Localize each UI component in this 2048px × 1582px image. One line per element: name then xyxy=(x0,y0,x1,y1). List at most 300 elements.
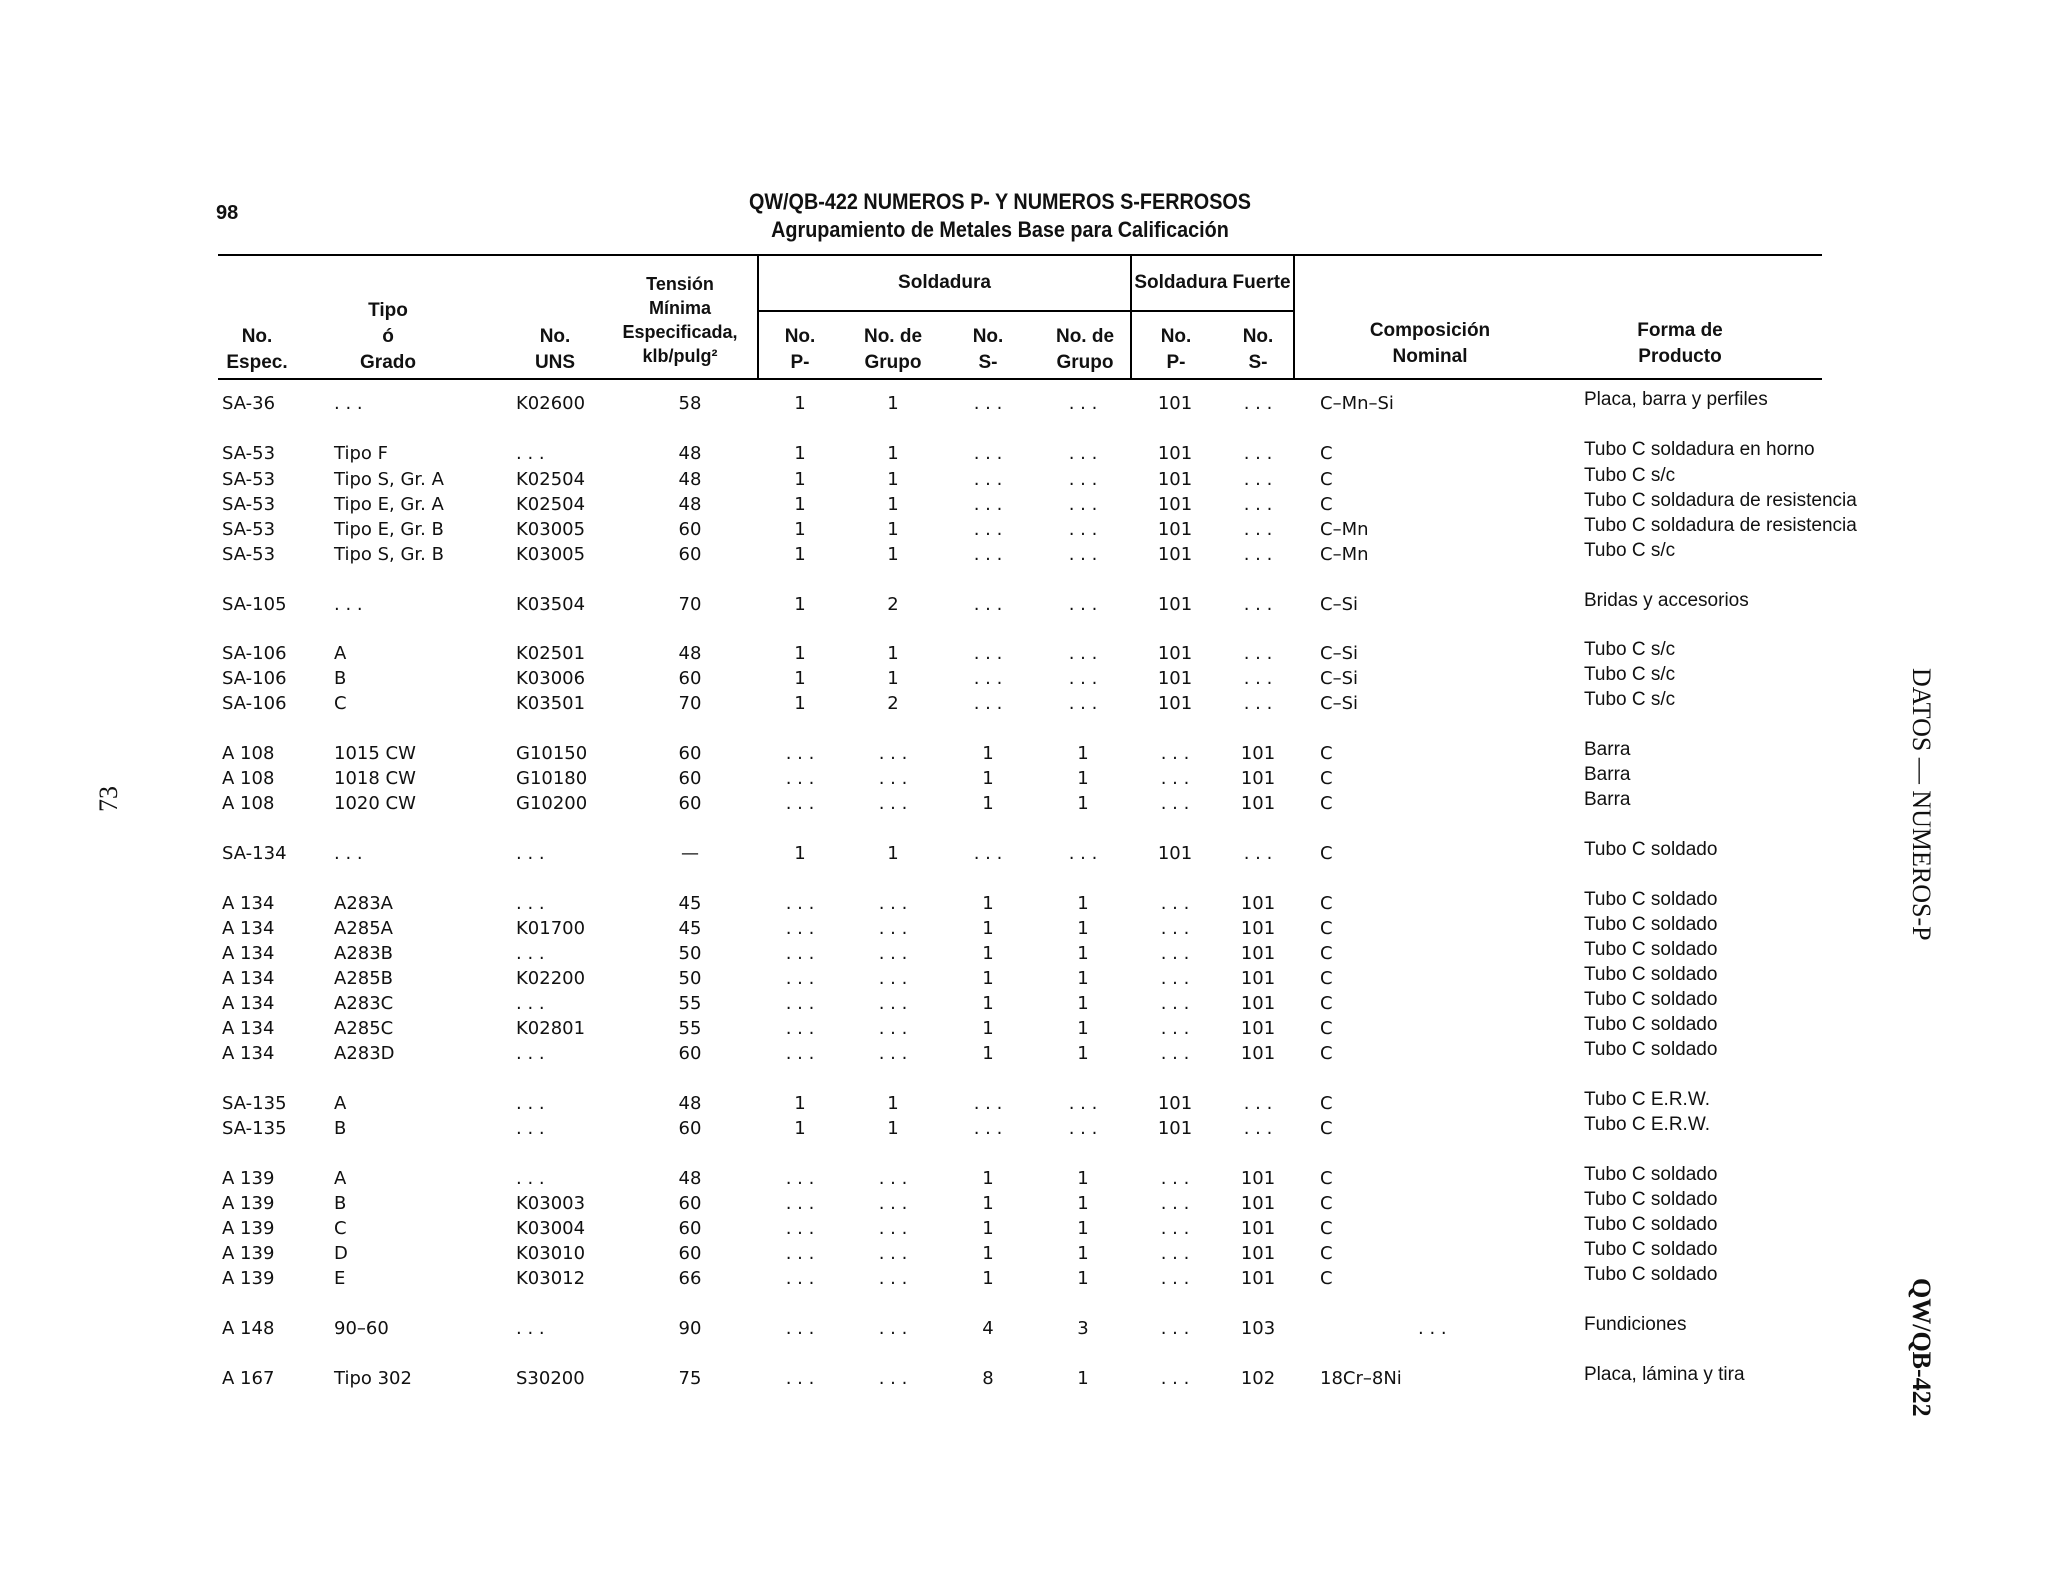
cell-tipo: B xyxy=(334,1193,347,1214)
cell-no-s: . . . xyxy=(973,693,1003,714)
cell-no-grupo: 1 xyxy=(887,843,899,864)
cell-no-grupo: 1 xyxy=(887,393,899,414)
cell-tipo: 1018 CW xyxy=(334,768,416,789)
cell-no-s: . . . xyxy=(973,469,1003,490)
cell-no-s: . . . xyxy=(973,843,1003,864)
cell-spec: SA-105 xyxy=(222,594,287,615)
cell-spec: A 139 xyxy=(222,1218,275,1239)
cell-bf-no-s: 101 xyxy=(1240,893,1276,914)
cell-forma: Placa, lámina y tira xyxy=(1584,1364,1745,1385)
cell-forma: Tubo C soldado xyxy=(1584,939,1718,960)
cell-tipo: A283A xyxy=(334,893,393,914)
header-tension-line3: Especificada, xyxy=(622,322,738,342)
cell-tipo: A283C xyxy=(334,993,394,1014)
header-spec-line1: No. xyxy=(241,326,273,347)
cell-no-p: . . . xyxy=(785,893,815,914)
header-no-s-line2: S- xyxy=(978,352,998,373)
cell-tension: 70 xyxy=(678,693,702,714)
cell-bf-no-p: 101 xyxy=(1157,843,1193,864)
cell-tension: 60 xyxy=(678,1043,702,1064)
cell-composicion: C xyxy=(1320,1043,1333,1064)
cell-tension: 60 xyxy=(678,519,702,540)
cell-bf-no-s: 101 xyxy=(1240,768,1276,789)
cell-no-s: 1 xyxy=(982,1018,994,1039)
cell-spec: SA-135 xyxy=(222,1118,287,1139)
cell-tipo: A283D xyxy=(334,1043,395,1064)
cell-no-p: . . . xyxy=(785,993,815,1014)
top-rule xyxy=(218,254,1822,256)
cell-no-grupo: 1 xyxy=(887,469,899,490)
cell-bf-no-p: . . . xyxy=(1160,768,1190,789)
cell-tension: 60 xyxy=(678,1218,702,1239)
header-uns xyxy=(510,324,600,376)
cell-no-grupo-2: . . . xyxy=(1068,843,1098,864)
cell-no-p: 1 xyxy=(794,843,806,864)
cell-spec: SA-106 xyxy=(222,643,287,664)
cell-no-s: 1 xyxy=(982,1168,994,1189)
header-bf-no-p-line2: P- xyxy=(1166,352,1186,373)
cell-no-p: . . . xyxy=(785,918,815,939)
cell-no-p: . . . xyxy=(785,1193,815,1214)
cell-forma: Tubo C s/c xyxy=(1584,540,1676,561)
cell-no-grupo: . . . xyxy=(878,1368,908,1389)
cell-tipo: A283B xyxy=(334,943,394,964)
cell-uns: . . . xyxy=(516,1118,545,1139)
cell-bf-no-p: 101 xyxy=(1157,668,1193,689)
cell-no-s: 1 xyxy=(982,1043,994,1064)
cell-bf-no-p: . . . xyxy=(1160,968,1190,989)
cell-spec: A 108 xyxy=(222,793,275,814)
cell-bf-no-p: 101 xyxy=(1157,1118,1193,1139)
cell-uns: K03004 xyxy=(516,1218,586,1239)
cell-bf-no-s: 101 xyxy=(1240,918,1276,939)
cell-bf-no-p: . . . xyxy=(1160,1043,1190,1064)
cell-no-grupo-2: . . . xyxy=(1068,469,1098,490)
cell-composicion: C xyxy=(1320,743,1333,764)
cell-composicion: C xyxy=(1320,1218,1333,1239)
cell-spec: SA-53 xyxy=(222,469,276,490)
cell-forma: Tubo C soldado xyxy=(1584,889,1718,910)
cell-no-p: . . . xyxy=(785,1043,815,1064)
cell-no-p: . . . xyxy=(785,1318,815,1339)
cell-tipo: Tipo F xyxy=(334,443,388,464)
table-title-block xyxy=(640,188,1360,244)
header-bf-no-s-line2: S- xyxy=(1248,352,1268,373)
header-no-s xyxy=(958,324,1018,376)
cell-composicion: C–Mn xyxy=(1320,519,1369,540)
cell-tension: 60 xyxy=(678,1118,702,1139)
page-subtitle: Agrupamiento de Metales Base para Calificación xyxy=(771,217,1229,242)
cell-composicion: C xyxy=(1320,1243,1333,1264)
header-tipo-line3: Grado xyxy=(360,352,416,373)
cell-bf-no-s: 101 xyxy=(1240,793,1276,814)
cell-tipo: . . . xyxy=(334,594,363,615)
cell-forma: Barra xyxy=(1584,789,1631,810)
cell-uns: K02504 xyxy=(516,494,586,515)
cell-no-grupo-2: . . . xyxy=(1068,443,1098,464)
cell-tipo: 1020 CW xyxy=(334,793,416,814)
cell-forma: Tubo C soldadura de resistencia xyxy=(1584,515,1857,536)
cell-no-grupo-2: 1 xyxy=(1077,743,1089,764)
cell-no-s: 1 xyxy=(982,768,994,789)
cell-no-grupo: 2 xyxy=(887,693,899,714)
cell-forma: Bridas y accesorios xyxy=(1584,590,1749,611)
cell-spec: A 139 xyxy=(222,1168,275,1189)
cell-no-grupo-2: 1 xyxy=(1077,1218,1089,1239)
cell-bf-no-s: . . . xyxy=(1243,469,1273,490)
page-title: QW/QB-422 NUMEROS P- Y NUMEROS S-FERROSOS xyxy=(748,189,1252,214)
cell-tension: 60 xyxy=(678,743,702,764)
cell-tipo: D xyxy=(334,1243,348,1264)
cell-bf-no-p: . . . xyxy=(1160,1018,1190,1039)
cell-bf-no-s: 102 xyxy=(1240,1368,1276,1389)
cell-composicion: C–Si xyxy=(1320,693,1358,714)
cell-bf-no-s: 101 xyxy=(1240,1018,1276,1039)
cell-no-s: . . . xyxy=(973,494,1003,515)
cell-bf-no-p: 101 xyxy=(1157,544,1193,565)
cell-composicion: C xyxy=(1320,1168,1333,1189)
cell-bf-no-s: . . . xyxy=(1243,693,1273,714)
cell-spec: SA-53 xyxy=(222,494,276,515)
cell-no-grupo-2: 1 xyxy=(1077,1018,1089,1039)
cell-no-s: . . . xyxy=(973,668,1003,689)
cell-bf-no-s: . . . xyxy=(1243,843,1273,864)
cell-no-grupo: . . . xyxy=(878,1018,908,1039)
cell-composicion: 18Cr–8Ni xyxy=(1320,1368,1402,1389)
cell-spec: A 148 xyxy=(222,1318,275,1339)
cell-bf-no-s: 103 xyxy=(1240,1318,1276,1339)
cell-uns: K03003 xyxy=(516,1193,586,1214)
cell-no-grupo-2: . . . xyxy=(1068,393,1098,414)
cell-no-grupo: . . . xyxy=(878,968,908,989)
cell-uns: K02600 xyxy=(516,393,586,414)
cell-spec: SA-135 xyxy=(222,1093,287,1114)
cell-tipo: 90–60 xyxy=(334,1318,389,1339)
cell-no-grupo: 1 xyxy=(887,1093,899,1114)
cell-no-grupo: . . . xyxy=(878,1318,908,1339)
cell-spec: A 139 xyxy=(222,1243,275,1264)
cell-no-s: 1 xyxy=(982,993,994,1014)
cell-no-grupo: . . . xyxy=(878,768,908,789)
header-bottom-rule xyxy=(218,378,1822,380)
cell-no-grupo-2: 1 xyxy=(1077,768,1089,789)
cell-bf-no-s: 101 xyxy=(1240,1043,1276,1064)
cell-composicion: C xyxy=(1320,893,1333,914)
cell-bf-no-s: . . . xyxy=(1243,1093,1273,1114)
cell-uns: K01700 xyxy=(516,918,586,939)
cell-bf-no-p: 101 xyxy=(1157,693,1193,714)
fuerte-right-border xyxy=(1293,256,1295,378)
cell-no-grupo: 1 xyxy=(887,544,899,565)
cell-bf-no-s: 101 xyxy=(1240,968,1276,989)
cell-uns: S30200 xyxy=(516,1368,585,1389)
cell-tipo: A285B xyxy=(334,968,394,989)
cell-spec: A 134 xyxy=(222,918,275,939)
cell-forma: Tubo C soldado xyxy=(1584,1264,1718,1285)
cell-no-p: . . . xyxy=(785,1218,815,1239)
cell-spec: A 134 xyxy=(222,1018,275,1039)
cell-no-p: 1 xyxy=(794,1118,806,1139)
side-label-section: QW/QB-422 xyxy=(1907,1278,1936,1417)
cell-tension: 50 xyxy=(678,943,702,964)
cell-uns: G10200 xyxy=(516,793,588,814)
header-bf-no-p-line1: No. xyxy=(1160,326,1192,347)
cell-no-s: 8 xyxy=(982,1368,994,1389)
cell-forma: Tubo C soldadura en horno xyxy=(1584,439,1815,460)
cell-forma: Barra xyxy=(1584,764,1631,785)
cell-uns: . . . xyxy=(516,1168,545,1189)
cell-no-grupo: 1 xyxy=(887,443,899,464)
header-forma-line2: Producto xyxy=(1638,346,1722,367)
cell-bf-no-p: . . . xyxy=(1160,943,1190,964)
cell-forma: Tubo C soldado xyxy=(1584,1039,1718,1060)
cell-bf-no-s: 101 xyxy=(1240,1268,1276,1289)
cell-bf-no-s: . . . xyxy=(1243,594,1273,615)
cell-no-grupo: . . . xyxy=(878,893,908,914)
cell-bf-no-p: . . . xyxy=(1160,1368,1190,1389)
cell-spec: A 134 xyxy=(222,1043,275,1064)
cell-forma: Tubo C soldado xyxy=(1584,1189,1718,1210)
cell-tension: 48 xyxy=(678,494,702,515)
cell-no-grupo-2: 1 xyxy=(1077,1168,1089,1189)
cell-tipo: B xyxy=(334,668,347,689)
cell-tension: 48 xyxy=(678,443,702,464)
cell-no-grupo-2: 1 xyxy=(1077,1243,1089,1264)
cell-spec: A 139 xyxy=(222,1193,275,1214)
header-composicion-line2: Nominal xyxy=(1392,346,1468,367)
header-no-p-line1: No. xyxy=(784,326,816,347)
cell-no-s: 1 xyxy=(982,968,994,989)
cell-tension: 50 xyxy=(678,968,702,989)
cell-no-grupo-2: 1 xyxy=(1077,918,1089,939)
cell-no-grupo: 2 xyxy=(887,594,899,615)
cell-bf-no-s: 101 xyxy=(1240,1168,1276,1189)
cell-no-s: . . . xyxy=(973,594,1003,615)
cell-spec: SA-53 xyxy=(222,544,276,565)
cell-composicion: C xyxy=(1320,1093,1333,1114)
cell-forma: Tubo C s/c xyxy=(1584,689,1676,710)
cell-tension: 48 xyxy=(678,469,702,490)
cell-spec: SA-53 xyxy=(222,519,276,540)
cell-no-grupo-2: 1 xyxy=(1077,993,1089,1014)
cell-composicion: C xyxy=(1320,943,1333,964)
cell-no-s: . . . xyxy=(973,443,1003,464)
cell-forma: Tubo C soldadura de resistencia xyxy=(1584,490,1857,511)
cell-forma: Tubo C soldado xyxy=(1584,1164,1718,1185)
cell-uns: G10150 xyxy=(516,743,588,764)
cell-uns: . . . xyxy=(516,1318,545,1339)
cell-no-s: . . . xyxy=(973,393,1003,414)
cell-bf-no-p: . . . xyxy=(1160,893,1190,914)
cell-uns: . . . xyxy=(516,893,545,914)
cell-tipo: A xyxy=(334,1093,347,1114)
cell-no-s: 1 xyxy=(982,743,994,764)
cell-spec: SA-53 xyxy=(222,443,276,464)
cell-uns: K03005 xyxy=(516,544,586,565)
cell-bf-no-p: 101 xyxy=(1157,393,1193,414)
cell-no-grupo: . . . xyxy=(878,1243,908,1264)
cell-bf-no-p: 101 xyxy=(1157,643,1193,664)
header-forma xyxy=(1590,318,1770,370)
cell-no-grupo: . . . xyxy=(878,943,908,964)
cell-spec: A 134 xyxy=(222,968,275,989)
header-soldadura: Soldadura xyxy=(898,272,991,293)
cell-forma: Tubo C soldado xyxy=(1584,1214,1718,1235)
cell-composicion: C–Si xyxy=(1320,594,1358,615)
cell-bf-no-s: . . . xyxy=(1243,544,1273,565)
cell-uns: K02200 xyxy=(516,968,586,989)
cell-forma: Barra xyxy=(1584,739,1631,760)
cell-uns: K03012 xyxy=(516,1268,586,1289)
header-bf-no-p xyxy=(1146,324,1206,376)
cell-no-grupo-2: 1 xyxy=(1077,1193,1089,1214)
cell-bf-no-p: . . . xyxy=(1160,1193,1190,1214)
cell-spec: SA-106 xyxy=(222,693,287,714)
cell-composicion: C–Si xyxy=(1320,668,1358,689)
cell-composicion: C–Si xyxy=(1320,643,1358,664)
cell-no-grupo: . . . xyxy=(878,1168,908,1189)
cell-no-s: 1 xyxy=(982,918,994,939)
cell-no-grupo: 1 xyxy=(887,494,899,515)
cell-composicion: C xyxy=(1320,968,1333,989)
cell-no-grupo: . . . xyxy=(878,793,908,814)
cell-tipo: Tipo S, Gr. B xyxy=(334,544,444,565)
cell-forma: Tubo C soldado xyxy=(1584,839,1718,860)
header-bf-no-s-line1: No. xyxy=(1242,326,1274,347)
cell-no-p: 1 xyxy=(794,668,806,689)
cell-forma: Tubo C s/c xyxy=(1584,639,1676,660)
cell-no-grupo: 1 xyxy=(887,668,899,689)
cell-tipo: 1015 CW xyxy=(334,743,416,764)
cell-uns: K03010 xyxy=(516,1243,586,1264)
cell-forma: Tubo C soldado xyxy=(1584,964,1718,985)
cell-uns: K03005 xyxy=(516,519,586,540)
cell-bf-no-s: . . . xyxy=(1243,393,1273,414)
cell-no-grupo-2: 1 xyxy=(1077,943,1089,964)
cell-no-s: 1 xyxy=(982,1218,994,1239)
cell-no-p: 1 xyxy=(794,643,806,664)
cell-tension: 60 xyxy=(678,1243,702,1264)
cell-uns: K02501 xyxy=(516,643,586,664)
cell-bf-no-p: 101 xyxy=(1157,494,1193,515)
cell-uns: K03501 xyxy=(516,693,586,714)
cell-tension: 90 xyxy=(678,1318,702,1339)
cell-no-grupo-2: . . . xyxy=(1068,693,1098,714)
cell-no-p: . . . xyxy=(785,1368,815,1389)
cell-tension: 60 xyxy=(678,1193,702,1214)
cell-forma: Tubo C soldado xyxy=(1584,1014,1718,1035)
cell-composicion: C xyxy=(1320,494,1333,515)
cell-uns: K03006 xyxy=(516,668,586,689)
header-no-p-line2: P- xyxy=(790,352,810,373)
header-tension-line1: Tensión xyxy=(646,274,714,294)
cell-no-grupo-2: . . . xyxy=(1068,494,1098,515)
cell-spec: A 134 xyxy=(222,893,275,914)
cell-no-p: . . . xyxy=(785,968,815,989)
header-uns-line1: No. xyxy=(539,326,571,347)
cell-bf-no-s: 101 xyxy=(1240,1243,1276,1264)
cell-uns: . . . xyxy=(516,1093,545,1114)
cell-uns: . . . xyxy=(516,443,545,464)
cell-forma: Tubo C s/c xyxy=(1584,664,1676,685)
header-uns-line2: UNS xyxy=(534,352,576,373)
cell-forma: Placa, barra y perfiles xyxy=(1584,389,1768,410)
header-no-grupo-line1: No. de xyxy=(863,326,923,347)
cell-uns: . . . xyxy=(516,1043,545,1064)
cell-bf-no-s: . . . xyxy=(1243,519,1273,540)
cell-composicion: . . . xyxy=(1418,1318,1447,1339)
cell-bf-no-s: . . . xyxy=(1243,1118,1273,1139)
cell-no-p: . . . xyxy=(785,1243,815,1264)
cell-composicion: C xyxy=(1320,993,1333,1014)
cell-composicion: C xyxy=(1320,443,1333,464)
cell-tension: 45 xyxy=(678,893,702,914)
cell-bf-no-p: . . . xyxy=(1160,993,1190,1014)
side-label-datos: DATOS — NUMEROS-P xyxy=(1907,668,1936,941)
cell-no-grupo: . . . xyxy=(878,1218,908,1239)
header-no-grupo-line2: Grupo xyxy=(864,352,922,373)
cell-composicion: C–Mn xyxy=(1320,544,1369,565)
cell-tipo: A xyxy=(334,643,347,664)
cell-tipo: A xyxy=(334,1168,347,1189)
cell-composicion: C xyxy=(1320,843,1333,864)
header-tipo xyxy=(340,298,436,376)
header-soldadura-fuerte: Soldadura Fuerte xyxy=(1134,272,1291,293)
cell-bf-no-p: 101 xyxy=(1157,519,1193,540)
header-tipo-line2: ó xyxy=(382,326,394,347)
cell-tension: 55 xyxy=(678,993,702,1014)
header-composicion xyxy=(1340,318,1520,370)
cell-no-grupo: . . . xyxy=(878,1043,908,1064)
cell-no-s: . . . xyxy=(973,544,1003,565)
cell-tension: 60 xyxy=(678,793,702,814)
cell-tension: 70 xyxy=(678,594,702,615)
cell-composicion: C xyxy=(1320,793,1333,814)
header-spec xyxy=(222,324,292,376)
cell-bf-no-p: . . . xyxy=(1160,1243,1190,1264)
cell-no-p: . . . xyxy=(785,768,815,789)
cell-forma: Tubo C soldado xyxy=(1584,914,1718,935)
cell-uns: . . . xyxy=(516,943,545,964)
cell-no-grupo: . . . xyxy=(878,918,908,939)
cell-no-s: . . . xyxy=(973,519,1003,540)
cell-composicion: C xyxy=(1320,1268,1333,1289)
cell-tension: 60 xyxy=(678,768,702,789)
cell-bf-no-p: 101 xyxy=(1157,469,1193,490)
cell-composicion: C xyxy=(1320,1018,1333,1039)
cell-no-grupo-2: . . . xyxy=(1068,594,1098,615)
page-number: 98 xyxy=(216,202,239,224)
cell-tipo: A285C xyxy=(334,1018,394,1039)
header-no-grupo-2-line2: Grupo xyxy=(1056,352,1114,373)
cell-spec: A 139 xyxy=(222,1268,275,1289)
header-tipo-line1: Tipo xyxy=(368,300,408,321)
cell-bf-no-s: 101 xyxy=(1240,1193,1276,1214)
cell-no-grupo: . . . xyxy=(878,743,908,764)
cell-composicion: C–Mn–Si xyxy=(1320,393,1394,414)
cell-forma: Tubo C E.R.W. xyxy=(1584,1089,1710,1110)
cell-bf-no-p: 101 xyxy=(1157,1093,1193,1114)
cell-no-s: 1 xyxy=(982,893,994,914)
cell-spec: A 134 xyxy=(222,993,275,1014)
cell-no-grupo-2: . . . xyxy=(1068,544,1098,565)
cell-no-grupo: 1 xyxy=(887,1118,899,1139)
cell-composicion: C xyxy=(1320,1193,1333,1214)
header-tension-line2: Mínima xyxy=(648,298,711,318)
cell-bf-no-p: . . . xyxy=(1160,1218,1190,1239)
cell-composicion: C xyxy=(1320,768,1333,789)
cell-no-s: . . . xyxy=(973,1118,1003,1139)
